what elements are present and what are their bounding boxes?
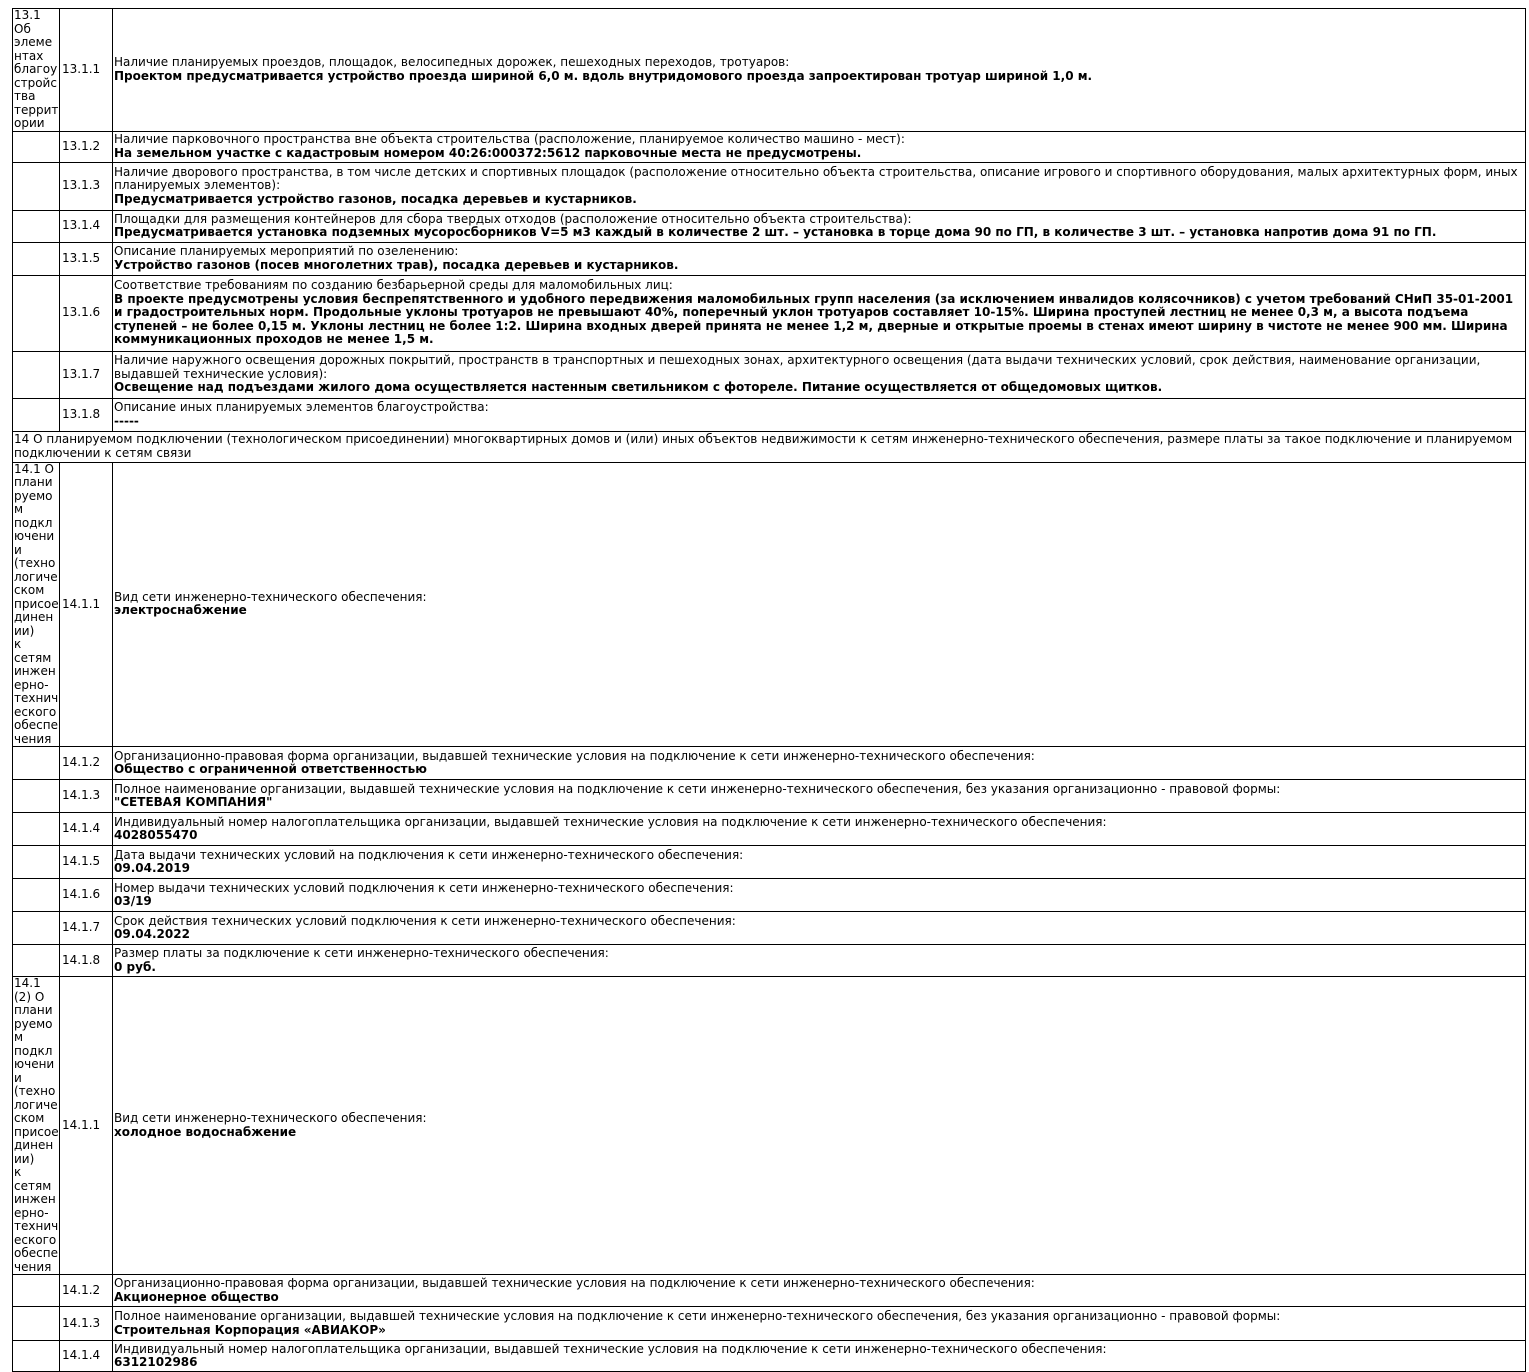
empty-cell (13, 351, 60, 398)
field-value: ----- (114, 413, 139, 428)
field-value: На земельном участке с кадастровым номером 40:26:000372:5612 парковочные места не предусмотрены. (114, 145, 862, 160)
field-label: Наличие наружного освещения дорожных покрытий, пространств в транспортных и пешеходных зонах, архитектурного освещения (дата выдачи технических условий, срок действия, наименование организации, выдавшей технические условия): (114, 353, 1481, 381)
empty-cell (13, 210, 60, 242)
field-value: "СЕТЕВАЯ КОМПАНИЯ" (114, 795, 273, 809)
field-value: В проекте предусмотрены условия беспрепятственного и удобного передвижения маломобильных групп населения (за исключением инвалидов колясочников) с учетом требований СНиП 35-01-2001 и градостроительных норм. Продольные уклоны тротуаров не превышают 40%, поперечный уклон тротуаров составляет 10-15%. Ширина проступей лестниц не менее 0,3 м, а высота подъема ступеней – не более 0,15 м. Уклоны лестниц не более 1:2. Ширина входных дверей принята не менее 1,2 м, дверные и открытые проемы в стенах имеют ширину в чистоте не менее 900 мм. Ширина коммуникационных проходов не менее 1,5 м. (114, 291, 1514, 347)
row-number: 13.1.3 (60, 162, 113, 210)
row-content (113, 162, 1526, 210)
empty-cell (13, 879, 60, 912)
empty-cell (13, 780, 60, 813)
field-value: 09.04.2022 (114, 927, 190, 941)
empty-cell (13, 1275, 60, 1307)
table-row (13, 9, 1526, 132)
field-value: 03/19 (114, 894, 152, 908)
field-label: Номер выдачи технических условий подключения к сети инженерно-технического обеспечения: (114, 880, 734, 895)
table-row (13, 462, 1526, 747)
row-number: 13.1.7 (60, 351, 113, 398)
table-row (13, 398, 1526, 431)
row-content (113, 912, 1526, 945)
document-table (12, 8, 1526, 1372)
field-label: Дата выдачи технических условий на подключения к сети инженерно-технического обеспечения: (114, 847, 744, 862)
row-number: 14.1.6 (60, 879, 113, 912)
field-value: Предусматривается устройство газонов, посадка деревьев и кустарников. (114, 191, 637, 206)
row-number: 13.1.1 (60, 9, 113, 132)
field-value: 6312102986 (114, 1355, 198, 1369)
row-number: 14.1.3 (60, 780, 113, 813)
section-label: 14.1 (2) О планируемом подключении (технологическом присоединении) к сетям инженерно- технического обеспечения (14, 976, 59, 1274)
table-row (13, 131, 1526, 162)
row-number: 14.1.1 (60, 462, 113, 747)
row-number: 14.1.1 (60, 977, 113, 1275)
empty-cell (13, 747, 60, 780)
row-number: 14.1.7 (60, 912, 113, 945)
row-content (113, 131, 1526, 162)
field-label: Вид сети инженерно-технического обеспечения: (114, 589, 427, 604)
field-label: Полное наименование организации, выдавшей технические условия на подключение к сети инженерно-технического обеспечения, без указания организационно - правовой формы: (114, 781, 1281, 796)
row-number: 14.1.4 (60, 813, 113, 846)
row-number: 14.1.8 (60, 945, 113, 977)
table-row (13, 1341, 1526, 1372)
field-value: Предусматривается установка подземных мусоросборников V=5 м3 каждый в количестве 2 шт. – установка в торце дома 90 по ГП, в количестве 3 шт. – установка напротив дома 91 по ГП. (114, 225, 1437, 239)
field-value: 4028055470 (114, 828, 198, 842)
empty-cell (13, 162, 60, 210)
row-number: 14.1.4 (60, 1341, 113, 1372)
table-row (13, 747, 1526, 780)
table-row (13, 813, 1526, 846)
table-row (13, 351, 1526, 398)
field-value: холодное водоснабжение (114, 1124, 297, 1139)
table-row (13, 977, 1526, 1275)
empty-cell (13, 275, 60, 351)
empty-cell (13, 242, 60, 275)
table-row (13, 912, 1526, 945)
row-content (113, 9, 1526, 132)
field-label: Площадки для размещения контейнеров для сбора твердых отходов (расположение относительно объекта строительства): (114, 211, 912, 226)
table-row (13, 275, 1526, 351)
section-14-header: 14 О планируемом подключении (технологическом присоединении) многоквартирных домов и (или) иных объектов недвижимости к сетям инженерно-технического обеспечения, размере платы за такое подключение и планируемом подключении к сетям связи (13, 431, 1526, 462)
row-number: 14.1.2 (60, 747, 113, 780)
field-label: Организационно-правовая форма организации, выдавшей технические условия на подключение к сети инженерно-технического обеспечения: (114, 748, 1035, 763)
table-row (13, 780, 1526, 813)
empty-cell (13, 912, 60, 945)
row-number: 13.1.6 (60, 275, 113, 351)
row-content (113, 977, 1526, 1275)
row-content (113, 351, 1526, 398)
row-content (113, 275, 1526, 351)
row-content (113, 462, 1526, 747)
row-number: 13.1.2 (60, 131, 113, 162)
field-label: Описание иных планируемых элементов благоустройства: (114, 400, 489, 414)
field-label: Наличие планируемых проездов, площадок, велосипедных дорожек, пешеходных переходов, тротуаров: (114, 55, 790, 70)
row-number: 13.1.5 (60, 242, 113, 275)
field-value: Проектом предусматривается устройство проезда шириной 6,0 м. вдоль внутридомового проезда запроектирован тротуар шириной 1,0 м. (114, 68, 1093, 83)
field-value: Строительная Корпорация «АВИАКОР» (114, 1322, 386, 1337)
table-row (13, 242, 1526, 275)
table-row (13, 162, 1526, 210)
field-label: Вид сети инженерно-технического обеспечения: (114, 1111, 427, 1125)
field-label: Наличие парковочного пространства вне объекта строительства (расположение, планируемое количество машино - мест): (114, 132, 905, 146)
table-row (13, 945, 1526, 977)
field-value: электроснабжение (114, 603, 247, 618)
row-content (113, 1275, 1526, 1307)
row-content (113, 1341, 1526, 1372)
field-label: Срок действия технических условий подключения к сети инженерно-технического обеспечения: (114, 913, 736, 928)
table-row (13, 846, 1526, 879)
field-value: 09.04.2019 (114, 861, 190, 875)
row-number: 13.1.4 (60, 210, 113, 242)
field-label: Соответствие требованиям по созданию безбарьерной среды для маломобильных лиц: (114, 278, 673, 293)
row-content (113, 242, 1526, 275)
row-content (113, 747, 1526, 780)
empty-cell (13, 1341, 60, 1372)
row-content (113, 879, 1526, 912)
row-content (113, 846, 1526, 879)
field-value: Общество с ограниченной ответственностью (114, 762, 427, 776)
table-row (13, 210, 1526, 242)
field-label: Индивидуальный номер налогоплательщика организации, выдавшей технические условия на подключение к сети инженерно-технического обеспечения: (114, 1341, 1107, 1356)
row-content (113, 945, 1526, 977)
field-label: Полное наименование организации, выдавшей технические условия на подключение к сети инженерно-технического обеспечения, без указания организационно - правовой формы: (114, 1309, 1281, 1323)
row-content (113, 210, 1526, 242)
field-label: Размер платы за подключение к сети инженерно-технического обеспечения: (114, 946, 609, 960)
table-row (13, 1307, 1526, 1341)
empty-cell (13, 813, 60, 846)
empty-cell (13, 1307, 60, 1341)
section-header-row (13, 431, 1526, 462)
row-number: 14.1.5 (60, 846, 113, 879)
empty-cell (13, 945, 60, 977)
field-label: Описание планируемых мероприятий по озеленению: (114, 244, 459, 258)
row-number: 13.1.8 (60, 398, 113, 431)
row-content (113, 1307, 1526, 1341)
row-number: 14.1.3 (60, 1307, 113, 1341)
section-label: 14.1 О планируемом подключении (технологическом присоединении) к сетям инженерно- технического обеспечения (14, 461, 59, 746)
field-value: Освещение над подъездами жилого дома осуществляется настенным светильником с фотореле. Питание осуществляется от общедомовых щитков. (114, 380, 1163, 395)
field-value: Акционерное общество (114, 1289, 279, 1304)
field-value: 0 руб. (114, 959, 156, 974)
table-row (13, 1275, 1526, 1307)
field-label: Индивидуальный номер налогоплательщика организации, выдавшей технические условия на подключение к сети инженерно-технического обеспечения: (114, 814, 1107, 829)
field-label: Наличие дворового пространства, в том числе детских и спортивных площадок (расположение относительно объекта строительства, описание игрового и спортивного оборудования, малых архитектурных форм, иных планируемых элементов): (114, 164, 1518, 193)
field-value: Устройство газонов (посев многолетних трав), посадка деревьев и кустарников. (114, 257, 679, 272)
empty-cell (13, 131, 60, 162)
row-content (113, 780, 1526, 813)
row-content (113, 813, 1526, 846)
empty-cell (13, 846, 60, 879)
empty-cell (13, 398, 60, 431)
section-label: 13.1 Об элементах благоустройства территории (14, 8, 59, 130)
row-number: 14.1.2 (60, 1275, 113, 1307)
field-label: Организационно-правовая форма организации, выдавшей технические условия на подключение к сети инженерно-технического обеспечения: (114, 1276, 1035, 1290)
row-content (113, 398, 1526, 431)
table-row (13, 879, 1526, 912)
